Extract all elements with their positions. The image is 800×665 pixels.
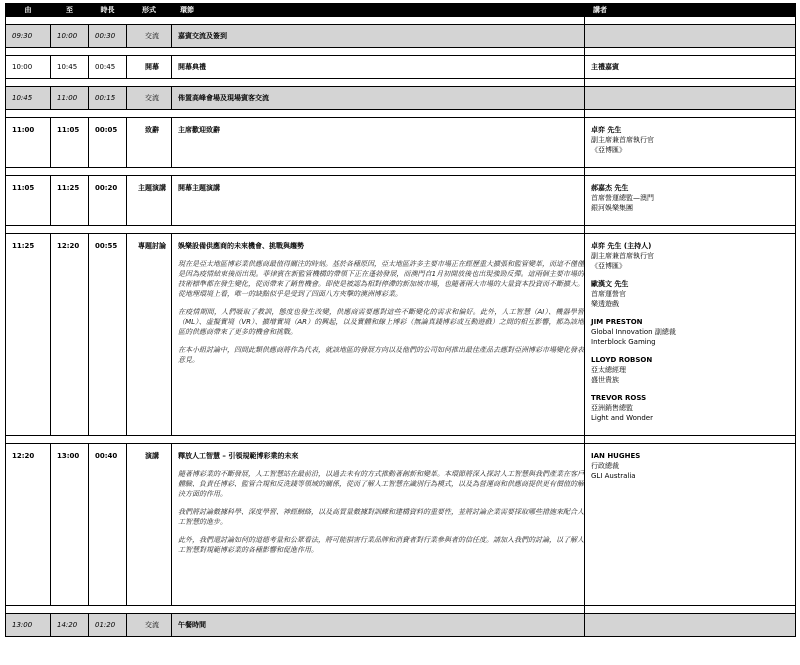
agenda-row <box>6 87 796 110</box>
speaker-title: 副主席兼首席執行官 <box>591 252 654 260</box>
duration: 00:30 <box>89 25 127 48</box>
session-topic: 嘉賓交流及簽到 <box>172 25 585 48</box>
session-speaker <box>585 234 796 436</box>
speaker-name: 郝嘉杰 先生 <box>591 184 629 192</box>
speaker-org: 《亞博匯》 <box>591 262 626 270</box>
end-time: 11:00 <box>51 87 89 110</box>
session-format: 交流 <box>127 87 172 110</box>
session-topic: 開幕典禮 <box>172 56 585 79</box>
session-topic: 開幕主題演講 <box>172 176 585 226</box>
session-format: 專題討論 <box>127 234 172 436</box>
speaker-title: 亞洲銷售總監 <box>591 404 633 412</box>
end-time: 10:00 <box>51 25 89 48</box>
speaker-name: JIM PRESTON <box>591 318 643 326</box>
start-time: 11:05 <box>6 176 51 226</box>
end-time: 10:45 <box>51 56 89 79</box>
duration: 00:45 <box>89 56 127 79</box>
end-time: 14:20 <box>51 614 89 637</box>
session-format: 演講 <box>127 444 172 606</box>
session-speaker <box>585 614 796 637</box>
session-speaker <box>585 118 796 168</box>
end-time: 12:20 <box>51 234 89 436</box>
speaker-org: Interblock Gaming <box>591 338 656 346</box>
speaker-name: LLOYD ROBSON <box>591 356 653 364</box>
session-description: 此外，我們還討論如何的道德考量和公眾看法，將可能損害行業品牌和消費者對行業參與者的信任度。請加入我們的討論，以了解人工智慧對規範博彩業的各種影響和促進作用。 <box>178 536 584 554</box>
speaker-title: Global Innovation 副總裁 <box>591 328 676 336</box>
header-to: 至 <box>51 4 89 17</box>
session-topic <box>172 444 585 606</box>
speaker-title: 首席運營官 <box>591 290 626 298</box>
session-speaker <box>585 176 796 226</box>
speaker-name: 歐漢文 先生 <box>591 280 629 288</box>
duration: 00:55 <box>89 234 127 436</box>
speaker-name: TREVOR ROSS <box>591 394 647 402</box>
speaker-org: 樂透遊戲 <box>591 300 619 308</box>
agenda-row <box>6 25 796 48</box>
agenda-table <box>5 3 796 637</box>
header-row <box>6 4 796 17</box>
session-description: 現在是亞太地區博彩業供應商最值得關注的時刻。基於各種原因，亞太地區許多主要市場正在經歷重大擴張和監管變革，而這不僅僅是因為疫情結束後而出現。菲律賓在新監管機構的帶領下正在蓬勃發展，而澳門自1月初開放後也出現強勁反彈。這兩個主要市場的技術標準都在發生變化，從而帶來了銷售機會。即使是被認為相對停滯的新加坡市場，也隨著兩大市場的大量資本投資而不斷擴大。從地理環境上看，唯一的缺點似乎是受到了四面八方夾擊的澳洲博彩業。 <box>178 260 584 298</box>
speaker-title: 行政總裁 <box>591 462 619 470</box>
session-speaker <box>585 25 796 48</box>
speaker-entry <box>591 317 795 347</box>
speaker-title: 副主席兼首席執行官 <box>591 136 654 144</box>
agenda-row <box>6 234 796 436</box>
duration: 00:20 <box>89 176 127 226</box>
session-format: 致辭 <box>127 118 172 168</box>
speaker-org: 銀河娛樂集團 <box>591 204 633 212</box>
speaker-name: 卓弈 先生 (主持人) <box>591 242 652 250</box>
speaker-org: 盛世貴族 <box>591 376 619 384</box>
speaker-org: GLI Australia <box>591 472 636 480</box>
speaker-entry <box>591 393 795 423</box>
agenda-row <box>6 176 796 226</box>
duration: 01:20 <box>89 614 127 637</box>
session-topic <box>172 234 585 436</box>
end-time: 13:00 <box>51 444 89 606</box>
start-time: 10:00 <box>6 56 51 79</box>
speaker-entry <box>591 355 795 385</box>
session-format: 開幕 <box>127 56 172 79</box>
session-topic: 午餐時間 <box>172 614 585 637</box>
speaker-entry <box>591 241 795 271</box>
duration: 00:15 <box>89 87 127 110</box>
session-format: 交流 <box>127 25 172 48</box>
header-speaker: 講者 <box>585 4 796 17</box>
header-topic: 環節 <box>172 4 585 17</box>
session-description: 我們將討論數據科學、深度學習、神經網絡，以及高質量數據對訓練和建構資料的重要性，並將討論企業需要採取哪些措施來配合人工智慧的進步。 <box>178 508 584 526</box>
speaker-entry <box>591 125 795 155</box>
speaker-org: 《亞博匯》 <box>591 146 626 154</box>
speaker-entry <box>591 183 795 213</box>
session-speaker <box>585 87 796 110</box>
duration: 00:40 <box>89 444 127 606</box>
start-time: 09:30 <box>6 25 51 48</box>
session-topic-title: 娛樂設備供應商的未來機會、挑戰與趨勢 <box>178 242 304 250</box>
session-format: 主題演講 <box>127 176 172 226</box>
header-from: 由 <box>6 4 51 17</box>
start-time: 13:00 <box>6 614 51 637</box>
end-time: 11:25 <box>51 176 89 226</box>
duration: 00:05 <box>89 118 127 168</box>
start-time: 11:00 <box>6 118 51 168</box>
session-topic: 佈置高峰會場及現場賓客交流 <box>172 87 585 110</box>
session-speaker <box>585 444 796 606</box>
header-format: 形式 <box>127 4 172 17</box>
session-speaker: 主禮嘉賓 <box>585 56 796 79</box>
start-time: 12:20 <box>6 444 51 606</box>
speaker-title: 亞太總經理 <box>591 366 626 374</box>
session-description: 在本小組討論中，四間此類供應商將作為代表，就該地區的發展方向以及他們的公司如何推出最佳產品去應對亞洲博彩市場變化發表意見。 <box>178 346 584 364</box>
start-time: 10:45 <box>6 87 51 110</box>
speaker-title: 首席營運總監—澳門 <box>591 194 654 202</box>
start-time: 11:25 <box>6 234 51 436</box>
speaker-name: IAN HUGHES <box>591 452 641 460</box>
session-format: 交流 <box>127 614 172 637</box>
agenda-row <box>6 56 796 79</box>
speaker-entry <box>591 451 795 481</box>
agenda-row <box>6 118 796 168</box>
speaker-org: Light and Wonder <box>591 414 653 422</box>
end-time: 11:05 <box>51 118 89 168</box>
session-description: 在疫情期間，人們吸取了教訓，態度也發生改變，供應商需要應對這些不斷變化的需求和偏好。此外，人工智慧（AI）、機器學習（ML）、虛擬實境（VR）、擴增實境（AR）的興起，以及實體和線上博彩（無論真錢博彩或互動遊戲）之間的相互影響，都為該地區的供應商帶來了更多的機會和挑戰。 <box>178 308 584 336</box>
header-duration: 時長 <box>89 4 127 17</box>
speaker-entry <box>591 279 795 309</box>
session-topic: 主席歡迎致辭 <box>172 118 585 168</box>
speaker-name: 卓弈 先生 <box>591 126 622 134</box>
agenda-row <box>6 444 796 606</box>
session-topic-title: 釋放人工智慧 – 引領規範博彩業的未來 <box>178 452 299 460</box>
session-description: 隨著博彩業的不斷發展，人工智慧站在最前沿，以過去未有的方式推動著創新和變革。本環節將深入探討人工智慧與我們產業在客戶體驗、負責任博彩、監管合規和反洗錢等領域的關係，從而了解人工智慧在識別行為模式，以及為營運商和供應商提供更有價值的解決方面的作用。 <box>178 470 584 498</box>
agenda-row <box>6 614 796 637</box>
